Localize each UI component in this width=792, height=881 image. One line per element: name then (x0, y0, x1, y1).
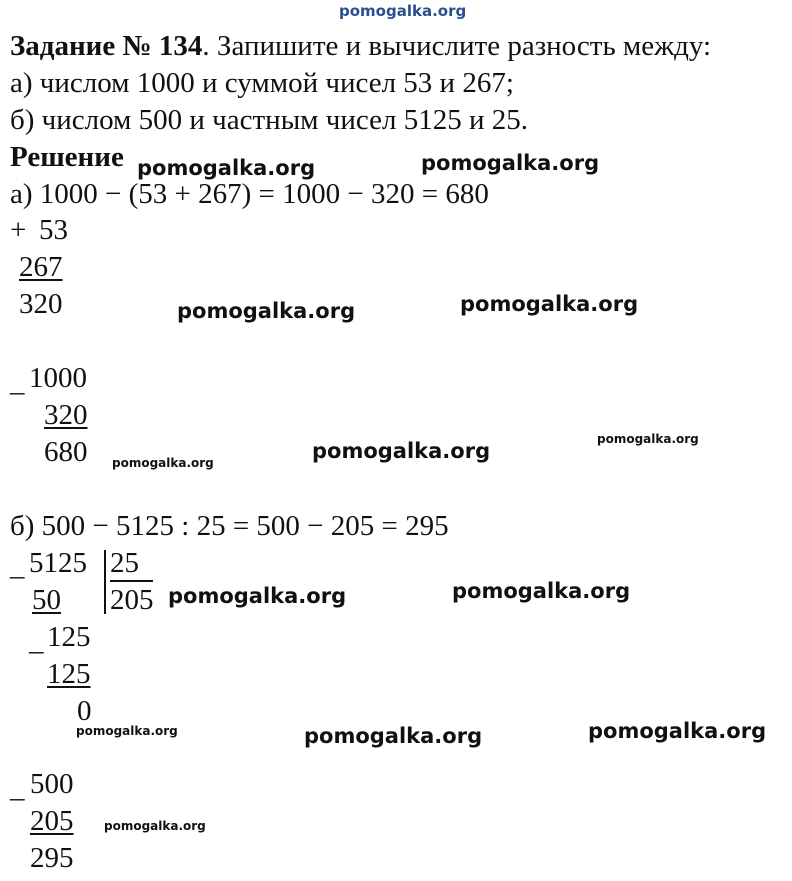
division-divisor: 25 (110, 549, 153, 582)
addition-first-term: 53 (39, 214, 68, 246)
subtraction-a-minuend: 1000 (29, 362, 87, 394)
watermark: pomogalka.org (597, 432, 699, 446)
division-dividend: 5125 (29, 547, 87, 579)
subtraction-a-result: 680 (44, 436, 88, 468)
watermark-top: pomogalka.org (339, 2, 467, 20)
subtraction-b-subtrahend: 205 (30, 805, 74, 837)
watermark: pomogalka.org (76, 724, 178, 738)
watermark: pomogalka.org (168, 584, 347, 608)
watermark: pomogalka.org (104, 819, 206, 833)
watermark: pomogalka.org (312, 439, 491, 463)
part-b-expression: б) 500 − 5125 : 25 = 500 − 205 = 295 (10, 510, 449, 542)
task-title-line (10, 32, 711, 61)
division-remainder1: 125 (47, 621, 91, 653)
subtraction-b-sign: _ (10, 772, 25, 804)
division-step2: 125 (47, 658, 91, 690)
watermark: pomogalka.org (588, 719, 767, 743)
subtraction-b-minuend: 500 (30, 768, 74, 800)
watermark: pomogalka.org (177, 299, 356, 323)
task-label: Задание № 134 (10, 30, 203, 62)
division-step1: 50 (32, 584, 61, 616)
subtraction-a-subtrahend: 320 (44, 399, 88, 431)
division-final: 0 (77, 695, 92, 727)
task-intro: . Запишите и вычислите разность между: (202, 30, 712, 62)
watermark: pomogalka.org (137, 156, 316, 180)
division-quotient: 205 (110, 584, 154, 616)
watermark: pomogalka.org (304, 724, 483, 748)
addition-sign: + (10, 214, 27, 246)
subtraction-a-sign: _ (10, 366, 25, 398)
watermark: pomogalka.org (452, 579, 631, 603)
part-a-expression: а) 1000 − (53 + 267) = 1000 − 320 = 680 (10, 178, 489, 210)
subtraction-b-result: 295 (30, 842, 74, 874)
addition-result: 320 (19, 288, 63, 320)
watermark: pomogalka.org (421, 151, 600, 175)
solution-heading: Решение (10, 141, 124, 173)
addition-second-term: 267 (19, 251, 63, 283)
division-sign2: _ (29, 625, 44, 657)
watermark: pomogalka.org (112, 456, 214, 470)
watermark: pomogalka.org (460, 292, 639, 316)
division-bar (104, 550, 106, 614)
task-part-b: б) числом 500 и частным чисел 5125 и 25. (10, 104, 528, 136)
task-part-a: а) числом 1000 и суммой чисел 53 и 267; (10, 67, 514, 99)
division-sign: _ (10, 550, 25, 582)
